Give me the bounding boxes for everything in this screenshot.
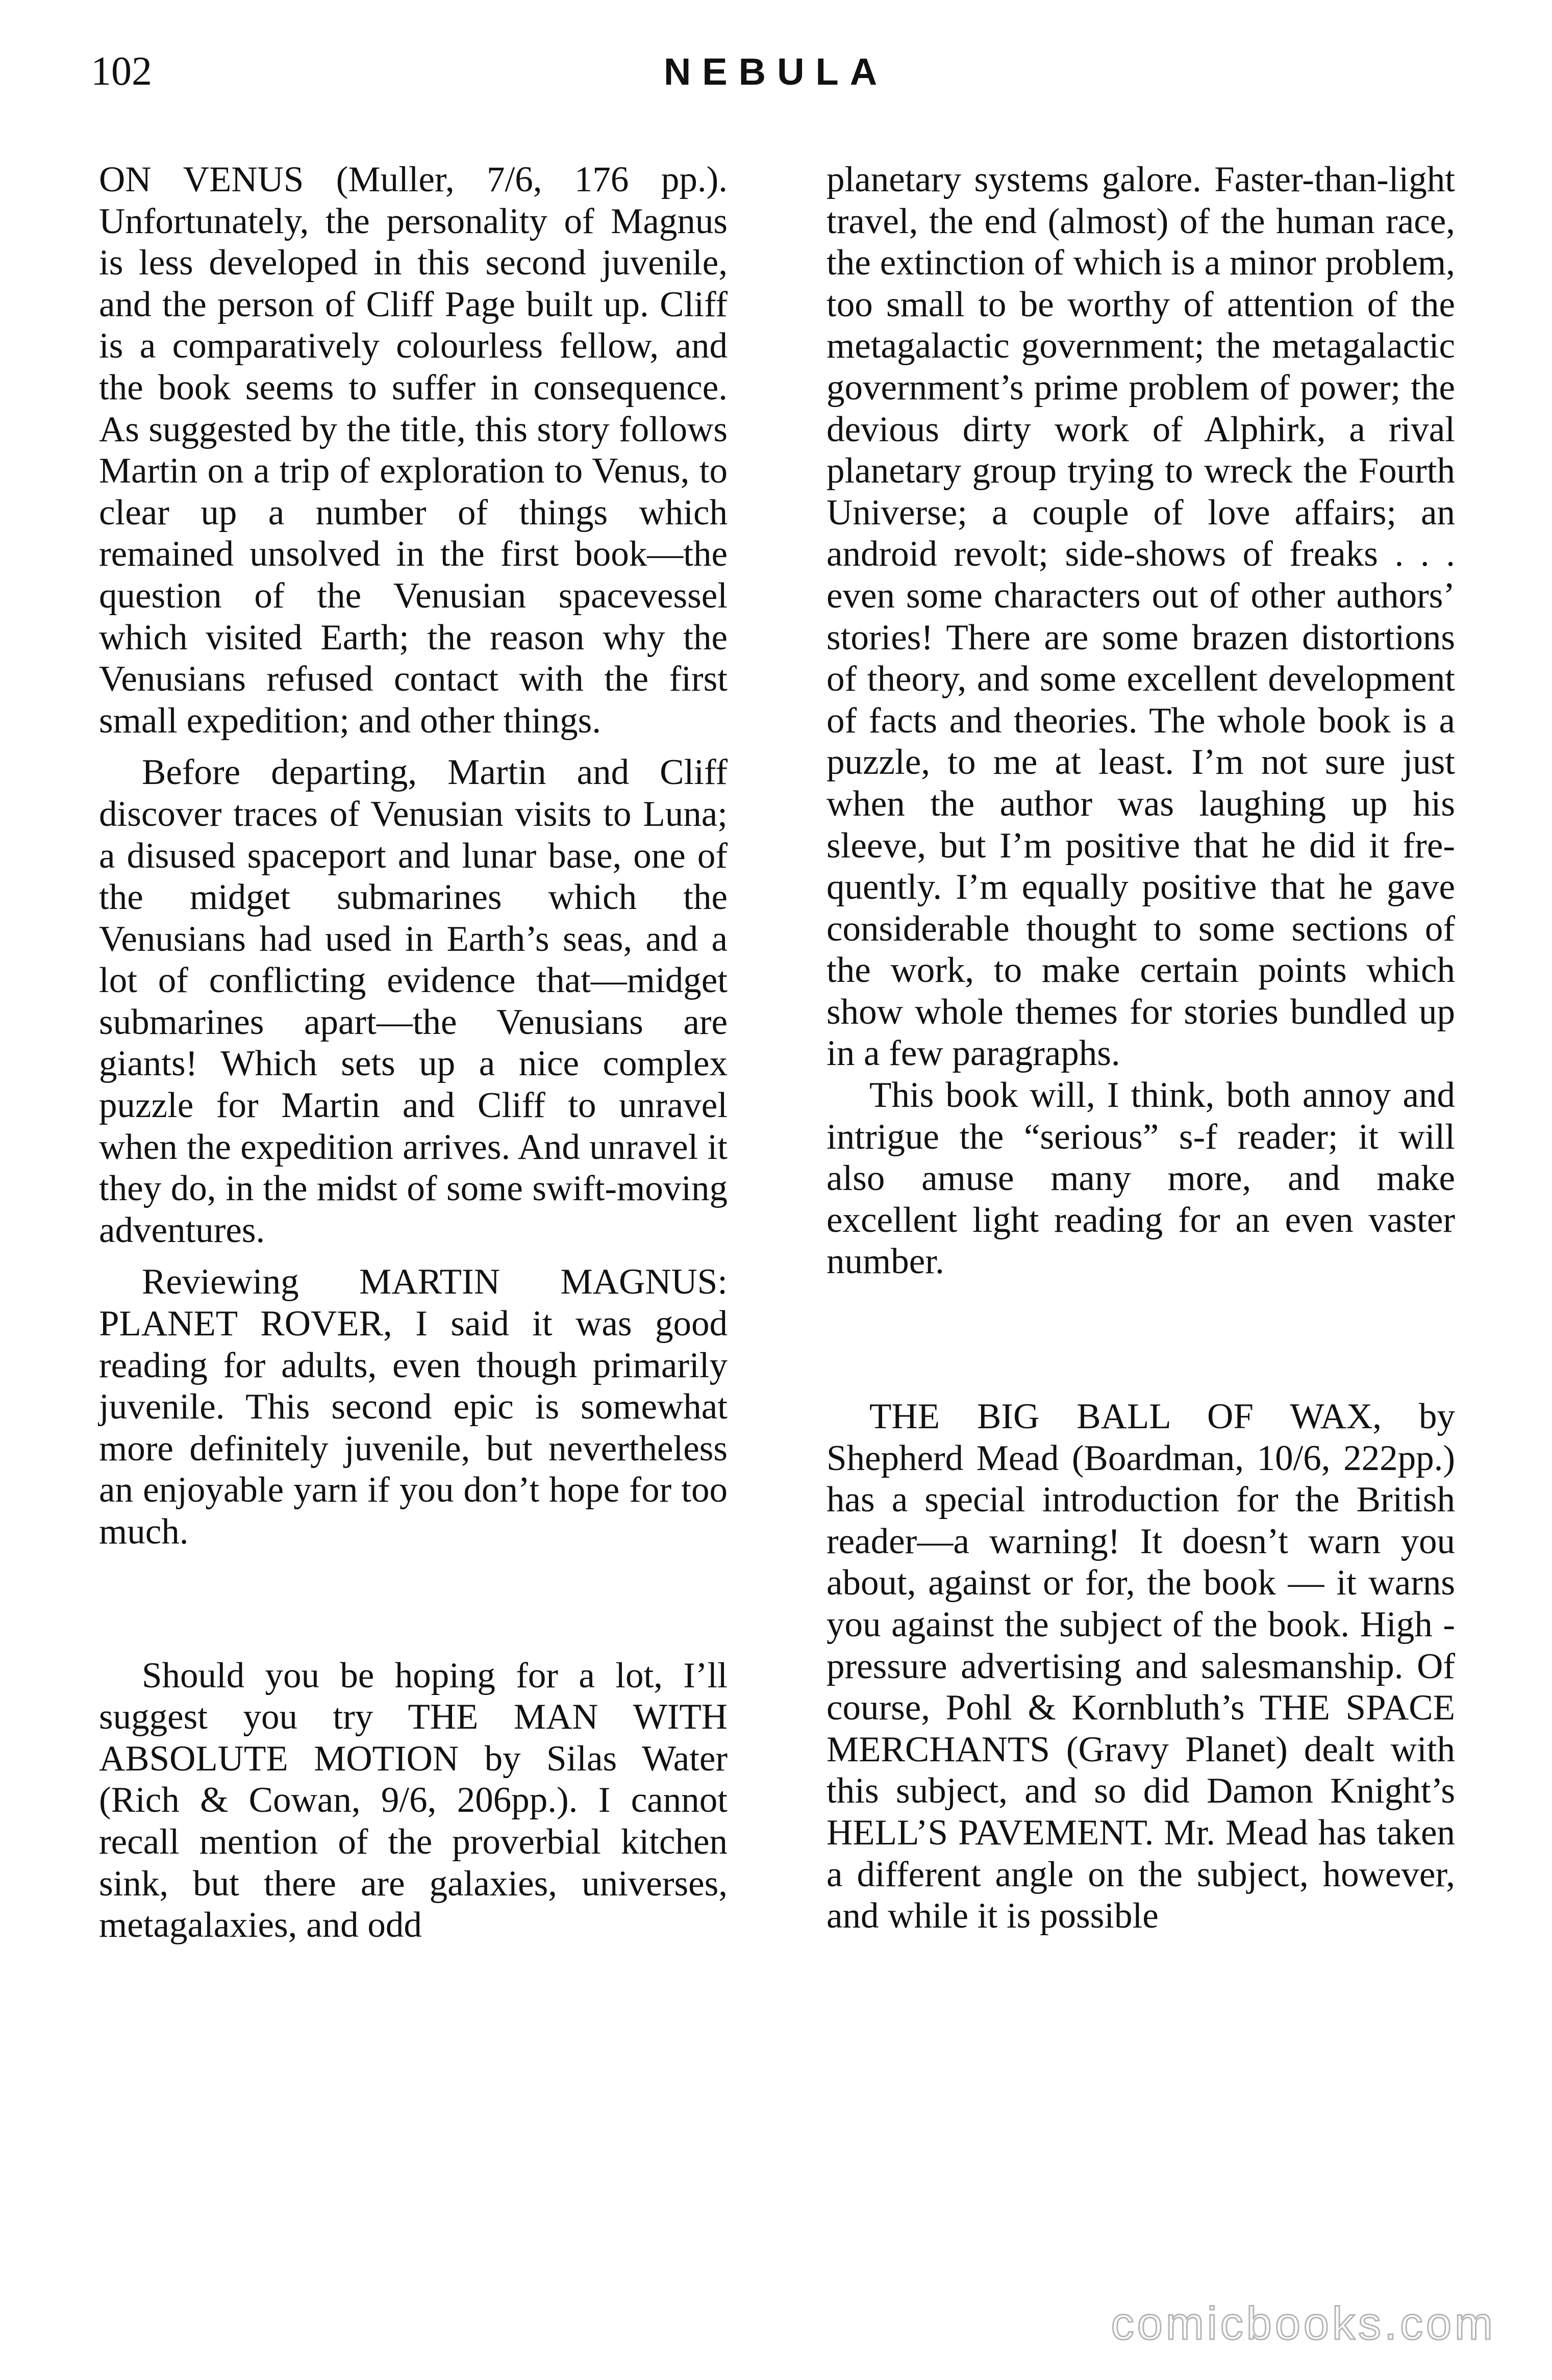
paragraph: Reviewing MARTIN MAGNUS: PLANET ROVER, I said it was good reading for adults, even though primarily juvenile. This second epic is somewhat more definitely juvenile, but nevertheless an enjoyable yarn if you don’t hope for too much. [99,1262,728,1552]
paragraph: THE BIG BALL OF WAX, by Shepherd Mead (Boardman, 10/6, 222pp.) has a special introduction for the British reader—a warning! It doesn’t warn you about, against or for, the book — it warns you against the subject of the book. High - pressure advertising and salesmanship. Of course, Pohl & Kornbluth’s THE SPACE MERCHANTS (Gravy Planet) dealt with this subject, and so did Damon Knight’s HELL’S PAVEMENT. Mr. Mead has taken a different angle on the subject, however, and while it is possible [827,1397,1455,1936]
watermark-logo: comicbooks.com [1111,2298,1496,2349]
paragraph: ON VENUS (Muller, 7/6, 176 pp.). Unfortunately, the personality of Magnus is less developed in this second juvenile, and the person of Cliff Page built up. Cliff is a comparatively colourless fellow, and the book seems to suffer in consequence. As suggested by the title, this story follows Martin on a trip of exploration to Venus, to clear up a number of things which remained unsolved in the first book—the question of the Venusian spacevessel which visited Earth; the reason why the Venusians refused contact with the first small expedition; and other things. [99,160,728,741]
right-column [827,159,1455,1937]
left-column [99,159,728,1946]
paragraph: Before departing, Martin and Cliff discover traces of Venusian visits to Luna; a disused spaceport and lunar base, one of the midget submarines which the Venusians had used in Earth’s seas, and a lot of conflicting evidence that—midget submarines apart—the Venusians are giants! Which sets up a nice complex puzzle for Martin and Cliff to unravel when the expedition arrives. And unravel it they do, in the midst of some swift-moving adventures. [99,752,728,1250]
paragraph: This book will, I think, both annoy and intrigue the “serious” s-f reader; it will also amuse many more, and make excellent light reading for an even vaster number. [827,1075,1455,1282]
paragraph: Should you be hoping for a lot, I’ll suggest you try THE MAN WITH ABSOLUTE MOTION by Silas Water (Rich & Cowan, 9/6, 206pp.). I cannot recall mention of the proverbial kitchen sink, but there are galaxies, universes, metagalaxies, and odd [99,1655,728,1945]
paragraph: planetary systems galore. Faster-than-light travel, the end (almost) of the human race, the extinction of which is a minor problem, too small to be worthy of attention of the metagalactic government; the metagalactic government’s prime problem of power; the devious dirty work of Alphirk, a rival planetary group trying to wreck the Fourth Universe; a couple of love affairs; an android revolt; side-shows of freaks . . . even some characters out of other authors’ stories! There are some brazen distortions of theory, and some excellent development of facts and theories. The whole book is a puzzle, to me at least. I’m not sure just when the author was laughing up his sleeve, but I’m positive that he did it frequently. I’m equally positive that he gave considerable thought to some sections of the work, to make certain points which show whole themes for stories bundled up in a few paragraphs. [827,160,1455,1074]
running-head-title: NEBULA [663,50,889,93]
page-number: 102 [91,49,152,94]
